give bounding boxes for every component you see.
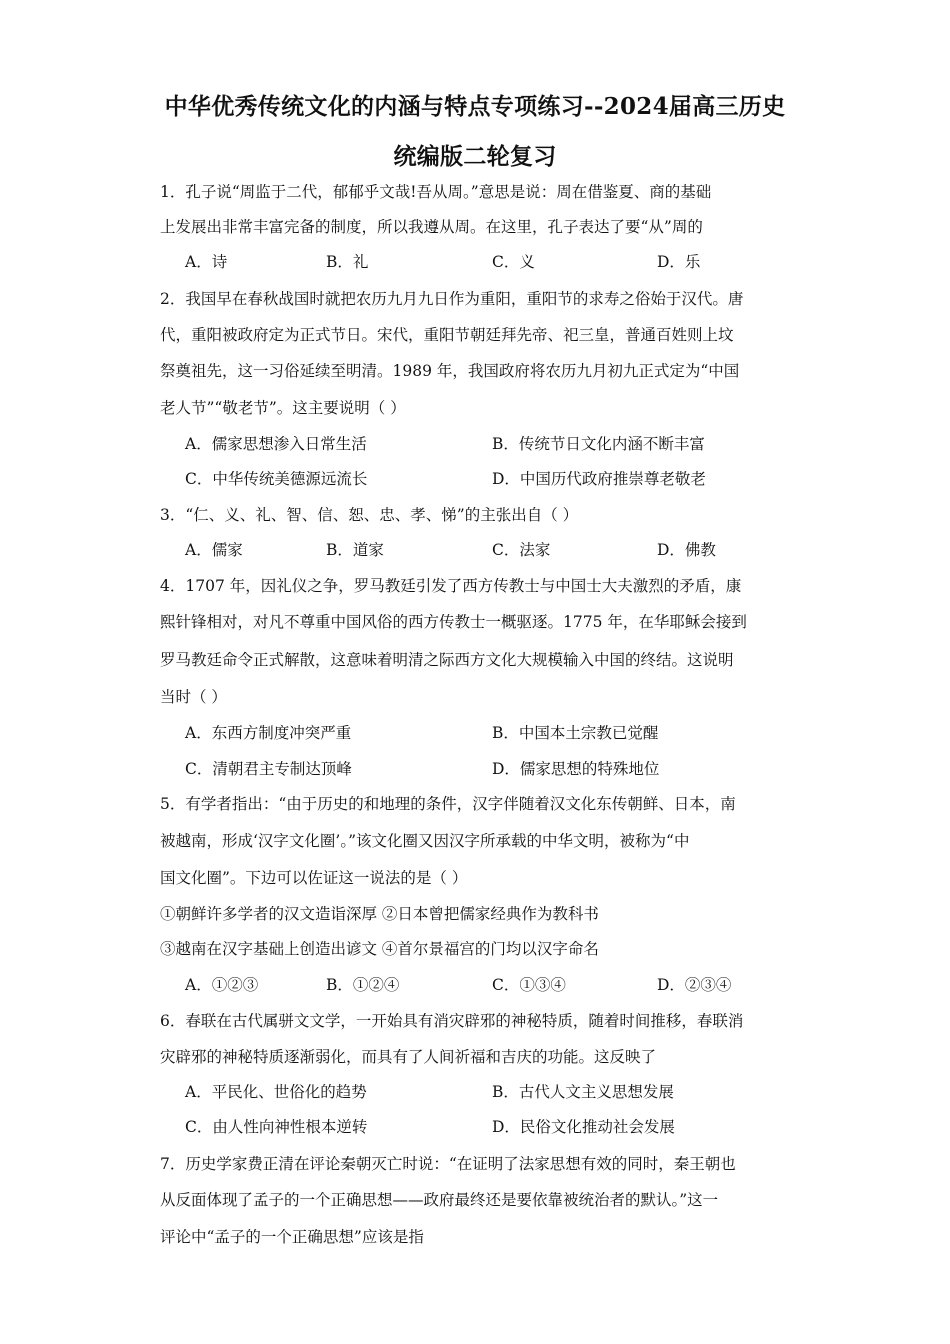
q5-option-b[interactable]: B．①②④ (326, 976, 400, 994)
q4-option-d[interactable]: D．儒家思想的特殊地位 (492, 760, 660, 778)
q6-option-a[interactable]: A．平民化、世俗化的趋势 (185, 1083, 367, 1101)
q4-stem-line-4: 当时（ ） (160, 688, 227, 706)
q5-stem-line-3: 国文化圈”。下边可以佐证这一说法的是（ ） (160, 869, 468, 887)
q4-option-b[interactable]: B．中国本土宗教已觉醒 (492, 724, 659, 742)
q4-stem-line-3: 罗马教廷命令正式解散，这意味着明清之际西方文化大规模输入中国的终结。这说明 (160, 651, 734, 669)
q1-stem-line-1: 1．孔子说“周监于二代，郁郁乎文哉!吾从周。”意思是说：周在借鉴夏、商的基础 (160, 183, 712, 201)
q1-option-c[interactable]: C．义 (492, 253, 535, 271)
q7-stem-line-1: 7．历史学家费正清在评论秦朝灭亡时说：“在证明了法家思想有效的同时，秦王朝也 (160, 1155, 736, 1173)
q6-stem-line-2: 灾辟邪的神秘特质逐渐弱化，而具有了人间祈福和吉庆的功能。这反映了 (160, 1048, 657, 1066)
q6-option-d[interactable]: D．民俗文化推动社会发展 (492, 1118, 675, 1136)
q5-stem-line-2: 被越南，形成‘汉字文化圈’。”该文化圈又因汉字所承载的中华文明，被称为“中 (160, 832, 690, 850)
q4-option-c[interactable]: C．清朝君主专制达顶峰 (185, 760, 352, 778)
q3-option-d[interactable]: D．佛教 (657, 541, 716, 559)
q3-stem-line-1: 3．“仁、义、礼、智、信、恕、忠、孝、悌”的主张出自（ ） (160, 506, 579, 524)
q3-option-b[interactable]: B．道家 (326, 541, 384, 559)
q5-option-d[interactable]: D．②③④ (657, 976, 732, 994)
q7-stem-line-2: 从反面体现了孟子的一个正确思想——政府最终还是要依靠被统治者的默认。”这一 (160, 1191, 719, 1209)
document-title-line-1: 中华优秀传统文化的内涵与特点专项练习--2024届高三历史 (164, 93, 786, 120)
q2-option-b[interactable]: B．传统节日文化内涵不断丰富 (492, 435, 705, 453)
q2-stem-line-2: 代，重阳被政府定为正式节日。宋代，重阳节朝廷拜先帝、祀三皇，普通百姓则上坟 (160, 326, 734, 344)
q6-option-b[interactable]: B．古代人文主义思想发展 (492, 1083, 674, 1101)
q3-option-c[interactable]: C．法家 (492, 541, 551, 559)
q5-option-c[interactable]: C．①③④ (492, 976, 566, 994)
q2-option-a[interactable]: A．儒家思想渗入日常生活 (185, 435, 367, 453)
document-title-line-2: 统编版二轮复习 (393, 143, 557, 170)
q7-stem-line-3: 评论中“孟子的一个正确思想”应该是指 (160, 1228, 424, 1246)
q5-statement-line-1: ①朝鲜许多学者的汉文造诣深厚 ②日本曾把儒家经典作为教科书 (160, 905, 599, 923)
q2-stem-line-3: 祭奠祖先，这一习俗延续至明清。1989 年，我国政府将农历九月初九正式定为“中国 (160, 362, 740, 380)
q2-option-d[interactable]: D．中国历代政府推崇尊老敬老 (492, 470, 706, 488)
q2-stem-line-1: 2．我国早在春秋战国时就把农历九月九日作为重阳，重阳节的求寿之俗始于汉代。唐 (160, 290, 744, 308)
q1-stem-line-2: 上发展出非常丰富完备的制度，所以我遵从周。在这里，孔子表达了要“从”周的 (160, 218, 703, 236)
q3-option-a[interactable]: A．儒家 (185, 541, 243, 559)
q6-option-c[interactable]: C．由人性向神性根本逆转 (185, 1118, 368, 1136)
q1-option-d[interactable]: D．乐 (657, 253, 701, 271)
q2-stem-line-4: 老人节”“敬老节”。这主要说明（ ） (160, 399, 406, 417)
q6-stem-line-1: 6．春联在古代属骈文文学，一开始具有消灾辟邪的神秘特质，随着时间推移，春联消 (160, 1012, 744, 1030)
q5-statement-line-2: ③越南在汉字基础上创造出谚文 ④首尔景福宫的门均以汉字命名 (160, 940, 599, 958)
q1-option-b[interactable]: B．礼 (326, 253, 369, 271)
q4-stem-line-1: 4．1707 年，因礼仪之争，罗马教廷引发了西方传教士与中国士大夫激烈的矛盾，康 (160, 577, 742, 595)
q4-stem-line-2: 熙针锋相对，对凡不尊重中国风俗的西方传教士一概驱逐。1775 年，在华耶稣会接到 (160, 613, 747, 631)
q5-stem-line-1: 5．有学者指出：“由于历史的和地理的条件，汉字伴随着汉文化东传朝鲜、日本，南 (160, 795, 736, 813)
q4-option-a[interactable]: A．东西方制度冲突严重 (185, 724, 352, 742)
q2-option-c[interactable]: C．中华传统美德源远流长 (185, 470, 368, 488)
q5-option-a[interactable]: A．①②③ (185, 976, 259, 994)
q1-option-a[interactable]: A．诗 (185, 253, 228, 271)
